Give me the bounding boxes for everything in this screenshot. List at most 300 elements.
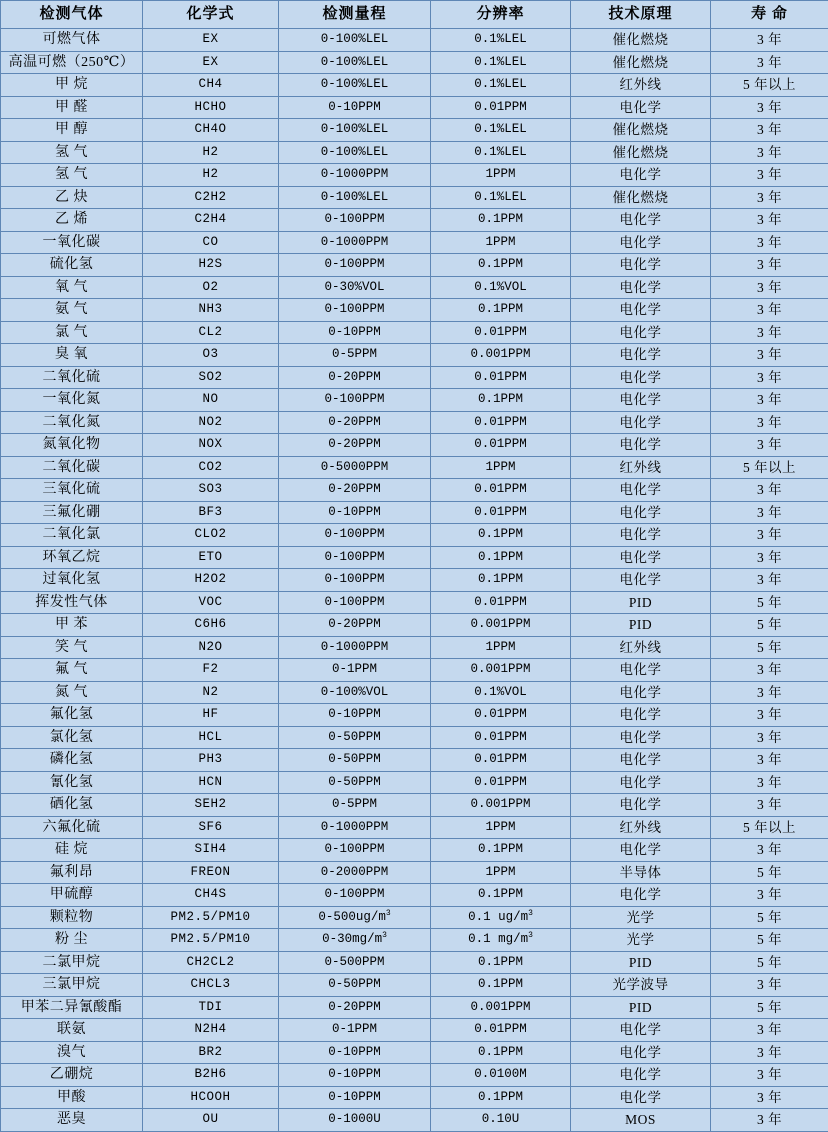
cell-gas: 环氧乙烷 [1, 546, 143, 569]
cell-technology: 电化学 [571, 254, 711, 277]
cell-range: 0-100PPM [279, 254, 431, 277]
table-row [1, 749, 828, 772]
cell-lifetime: 5 年 [711, 951, 828, 974]
table-header-row [1, 1, 828, 29]
cell-lifetime: 3 年 [711, 366, 828, 389]
cell-range: 0-100PPM [279, 546, 431, 569]
cell-range: 0-100PPM [279, 569, 431, 592]
cell-range: 0-100PPM [279, 299, 431, 322]
cell-technology: 催化燃烧 [571, 29, 711, 52]
cell-lifetime: 3 年 [711, 681, 828, 704]
cell-technology: PID [571, 996, 711, 1019]
cell-gas: 甲 醛 [1, 96, 143, 119]
table-row [1, 546, 828, 569]
cell-resolution: 1PPM [431, 861, 571, 884]
table-row [1, 704, 828, 727]
cell-formula: N2 [143, 681, 279, 704]
cell-formula: NOX [143, 434, 279, 457]
cell-lifetime: 3 年 [711, 479, 828, 502]
cell-range: 0-500PPM [279, 951, 431, 974]
cell-technology: 光学 [571, 906, 711, 929]
cell-resolution: 0.01PPM [431, 726, 571, 749]
cell-technology: 电化学 [571, 209, 711, 232]
cell-gas: 二氧化碳 [1, 456, 143, 479]
cell-lifetime: 3 年 [711, 164, 828, 187]
cell-formula: TDI [143, 996, 279, 1019]
cell-technology: 电化学 [571, 1019, 711, 1042]
cell-technology: 电化学 [571, 344, 711, 367]
cell-technology: 半导体 [571, 861, 711, 884]
cell-gas: 甲酸 [1, 1086, 143, 1109]
cell-technology: 电化学 [571, 276, 711, 299]
cell-formula: ETO [143, 546, 279, 569]
cell-lifetime: 3 年 [711, 501, 828, 524]
cell-formula: OU [143, 1109, 279, 1132]
cell-range: 0-50PPM [279, 974, 431, 997]
cell-resolution: 0.1 $mg/m^3$ [431, 929, 571, 952]
table-row [1, 1019, 828, 1042]
table-row [1, 794, 828, 817]
cell-lifetime: 3 年 [711, 794, 828, 817]
cell-range: 0-20PPM [279, 996, 431, 1019]
cell-formula: SO3 [143, 479, 279, 502]
cell-resolution: 1PPM [431, 231, 571, 254]
cell-formula: SO2 [143, 366, 279, 389]
cell-formula: PH3 [143, 749, 279, 772]
table-row [1, 141, 828, 164]
cell-technology: 电化学 [571, 839, 711, 862]
cell-formula: H2 [143, 141, 279, 164]
cell-range: 0-2000PPM [279, 861, 431, 884]
cell-lifetime: 3 年 [711, 1064, 828, 1087]
cell-gas: 磷化氢 [1, 749, 143, 772]
cell-formula: N2H4 [143, 1019, 279, 1042]
cell-gas: 甲苯二异氰酸酯 [1, 996, 143, 1019]
cell-range: 0-20PPM [279, 434, 431, 457]
cell-lifetime: 3 年 [711, 119, 828, 142]
cell-resolution: 1PPM [431, 164, 571, 187]
cell-lifetime: 3 年 [711, 546, 828, 569]
cell-gas: 甲 苯 [1, 614, 143, 637]
cell-technology: 电化学 [571, 659, 711, 682]
cell-gas: 溴气 [1, 1041, 143, 1064]
cell-resolution: 0.1%LEL [431, 119, 571, 142]
cell-gas: 甲 烷 [1, 74, 143, 97]
cell-range: 0-100PPM [279, 209, 431, 232]
cell-gas: 高温可燃（250℃） [1, 51, 143, 74]
cell-resolution: 0.01PPM [431, 591, 571, 614]
cell-formula: HCN [143, 771, 279, 794]
table-row [1, 1041, 828, 1064]
cell-range: 0-100PPM [279, 389, 431, 412]
cell-range: 0-50PPM [279, 771, 431, 794]
table-row [1, 681, 828, 704]
cell-resolution: 0.1%VOL [431, 681, 571, 704]
cell-range: 0-1000U [279, 1109, 431, 1132]
cell-range: 0-10PPM [279, 501, 431, 524]
cell-technology: 电化学 [571, 546, 711, 569]
cell-gas: 颗粒物 [1, 906, 143, 929]
cell-technology: 电化学 [571, 231, 711, 254]
cell-lifetime: 3 年 [711, 1041, 828, 1064]
cell-technology: 红外线 [571, 816, 711, 839]
table-row [1, 839, 828, 862]
table-row [1, 411, 828, 434]
cell-technology: 红外线 [571, 636, 711, 659]
cell-gas: 氟 气 [1, 659, 143, 682]
cell-resolution: 0.001PPM [431, 614, 571, 637]
cell-technology: 红外线 [571, 456, 711, 479]
cell-gas: 乙 烯 [1, 209, 143, 232]
cell-lifetime: 3 年 [711, 231, 828, 254]
cell-resolution: 0.1PPM [431, 389, 571, 412]
cell-gas: 氯化氢 [1, 726, 143, 749]
table-row [1, 951, 828, 974]
cell-technology: 电化学 [571, 164, 711, 187]
cell-gas: 硫化氢 [1, 254, 143, 277]
cell-formula: NO [143, 389, 279, 412]
table-row [1, 254, 828, 277]
cell-formula: CH2CL2 [143, 951, 279, 974]
cell-range: 0-1000PPM [279, 636, 431, 659]
cell-formula: F2 [143, 659, 279, 682]
cell-lifetime: 3 年 [711, 389, 828, 412]
table-row [1, 501, 828, 524]
cell-lifetime: 5 年 [711, 861, 828, 884]
cell-range: 0-100%LEL [279, 186, 431, 209]
cell-formula: FREON [143, 861, 279, 884]
table-row [1, 96, 828, 119]
cell-formula: BF3 [143, 501, 279, 524]
table-row [1, 366, 828, 389]
cell-formula: PM2.5/PM10 [143, 929, 279, 952]
table-row [1, 996, 828, 1019]
cell-technology: 电化学 [571, 366, 711, 389]
cell-range: 0-20PPM [279, 614, 431, 637]
cell-formula: CH4O [143, 119, 279, 142]
cell-gas: 氧 气 [1, 276, 143, 299]
cell-lifetime: 5 年 [711, 636, 828, 659]
cell-formula: CO2 [143, 456, 279, 479]
table-row [1, 51, 828, 74]
table-row [1, 659, 828, 682]
cell-lifetime: 3 年 [711, 771, 828, 794]
cell-resolution: 0.01PPM [431, 434, 571, 457]
cell-resolution: 1PPM [431, 636, 571, 659]
cell-range: 0-100PPM [279, 839, 431, 862]
cell-range: 0-100%LEL [279, 51, 431, 74]
cell-lifetime: 3 年 [711, 141, 828, 164]
cell-lifetime: 5 年 [711, 614, 828, 637]
cell-resolution: 0.1PPM [431, 884, 571, 907]
table-row [1, 344, 828, 367]
cell-range: 0-10PPM [279, 1064, 431, 1087]
cell-gas: 三氯甲烷 [1, 974, 143, 997]
cell-gas: 氢 气 [1, 141, 143, 164]
cell-gas: 臭 氧 [1, 344, 143, 367]
cell-technology: 电化学 [571, 299, 711, 322]
cell-formula: SEH2 [143, 794, 279, 817]
cell-resolution: 0.001PPM [431, 659, 571, 682]
table-row [1, 231, 828, 254]
cell-resolution: 0.10U [431, 1109, 571, 1132]
cell-formula: H2S [143, 254, 279, 277]
cell-resolution: 0.1%LEL [431, 29, 571, 52]
cell-formula: CH4S [143, 884, 279, 907]
cell-range: 0-5000PPM [279, 456, 431, 479]
cell-technology: 电化学 [571, 569, 711, 592]
cell-range: 0-10PPM [279, 1041, 431, 1064]
cell-technology: 电化学 [571, 771, 711, 794]
cell-gas: 二氧化硫 [1, 366, 143, 389]
cell-technology: 电化学 [571, 681, 711, 704]
cell-gas: 三氟化硼 [1, 501, 143, 524]
cell-lifetime: 3 年 [711, 1086, 828, 1109]
cell-range: 0-10PPM [279, 96, 431, 119]
cell-resolution: 1PPM [431, 456, 571, 479]
cell-resolution: 0.1PPM [431, 524, 571, 547]
cell-resolution: 1PPM [431, 816, 571, 839]
cell-lifetime: 3 年 [711, 209, 828, 232]
cell-lifetime: 3 年 [711, 254, 828, 277]
cell-lifetime: 3 年 [711, 299, 828, 322]
cell-resolution: 0.001PPM [431, 996, 571, 1019]
cell-resolution: 0.01PPM [431, 1019, 571, 1042]
cell-formula: BR2 [143, 1041, 279, 1064]
cell-range: 0-5PPM [279, 794, 431, 817]
cell-lifetime: 3 年 [711, 974, 828, 997]
cell-range: 0-100%LEL [279, 74, 431, 97]
cell-range: 0-100%LEL [279, 119, 431, 142]
cell-resolution: 0.1PPM [431, 546, 571, 569]
cell-resolution: 0.1 $ug/m^3$ [431, 906, 571, 929]
cell-range: $0-30mg/m^3$ [279, 929, 431, 952]
table-row [1, 434, 828, 457]
cell-technology: 电化学 [571, 96, 711, 119]
cell-gas: 氟化氢 [1, 704, 143, 727]
cell-range: 0-5PPM [279, 344, 431, 367]
table-row [1, 186, 828, 209]
cell-gas: 氮氧化物 [1, 434, 143, 457]
cell-resolution: 0.001PPM [431, 794, 571, 817]
cell-formula: SIH4 [143, 839, 279, 862]
cell-technology: 光学 [571, 929, 711, 952]
cell-lifetime: 3 年 [711, 434, 828, 457]
table-row [1, 1109, 828, 1132]
cell-formula: NO2 [143, 411, 279, 434]
cell-gas: 硅 烷 [1, 839, 143, 862]
cell-lifetime: 3 年 [711, 1019, 828, 1042]
cell-gas: 恶臭 [1, 1109, 143, 1132]
cell-technology: 光学波导 [571, 974, 711, 997]
table-row [1, 569, 828, 592]
cell-range: 0-1000PPM [279, 164, 431, 187]
cell-range: 0-100%LEL [279, 29, 431, 52]
cell-gas: 氯 气 [1, 321, 143, 344]
cell-formula: HF [143, 704, 279, 727]
cell-technology: 电化学 [571, 704, 711, 727]
cell-formula: N2O [143, 636, 279, 659]
cell-lifetime: 3 年 [711, 51, 828, 74]
cell-range: 0-1PPM [279, 659, 431, 682]
column-header-resolution: 分辨率 [431, 1, 571, 29]
cell-lifetime: 3 年 [711, 839, 828, 862]
cell-resolution: 0.0100M [431, 1064, 571, 1087]
cell-gas: 可燃气体 [1, 29, 143, 52]
cell-technology: 催化燃烧 [571, 141, 711, 164]
cell-technology: 电化学 [571, 479, 711, 502]
cell-gas: 二氧化氮 [1, 411, 143, 434]
cell-range: 0-100PPM [279, 524, 431, 547]
table-row [1, 389, 828, 412]
table-row [1, 74, 828, 97]
cell-technology: PID [571, 591, 711, 614]
cell-lifetime: 3 年 [711, 524, 828, 547]
cell-technology: 催化燃烧 [571, 186, 711, 209]
cell-formula: C6H6 [143, 614, 279, 637]
cell-lifetime: 3 年 [711, 29, 828, 52]
table-row [1, 974, 828, 997]
cell-technology: 电化学 [571, 726, 711, 749]
cell-formula: B2H6 [143, 1064, 279, 1087]
cell-resolution: 0.1%LEL [431, 186, 571, 209]
cell-resolution: 0.01PPM [431, 501, 571, 524]
cell-formula: H2O2 [143, 569, 279, 592]
cell-lifetime: 5 年以上 [711, 816, 828, 839]
cell-lifetime: 5 年以上 [711, 74, 828, 97]
cell-resolution: 0.01PPM [431, 749, 571, 772]
cell-resolution: 0.001PPM [431, 344, 571, 367]
cell-lifetime: 3 年 [711, 321, 828, 344]
table-row [1, 929, 828, 952]
cell-technology: 电化学 [571, 434, 711, 457]
cell-formula: CLO2 [143, 524, 279, 547]
column-header-gas: 检测气体 [1, 1, 143, 29]
column-header-range: 检测量程 [279, 1, 431, 29]
cell-formula: HCOOH [143, 1086, 279, 1109]
cell-range: 0-30%VOL [279, 276, 431, 299]
cell-resolution: 0.1PPM [431, 951, 571, 974]
cell-resolution: 0.01PPM [431, 771, 571, 794]
column-header-formula: 化学式 [143, 1, 279, 29]
cell-range: 0-100PPM [279, 884, 431, 907]
table-row [1, 479, 828, 502]
table-row [1, 906, 828, 929]
cell-range: 0-50PPM [279, 749, 431, 772]
cell-range: 0-100%LEL [279, 141, 431, 164]
cell-gas: 六氟化硫 [1, 816, 143, 839]
cell-gas: 氨 气 [1, 299, 143, 322]
cell-range: 0-100%VOL [279, 681, 431, 704]
cell-technology: 催化燃烧 [571, 119, 711, 142]
cell-technology: 电化学 [571, 321, 711, 344]
cell-range: 0-1000PPM [279, 816, 431, 839]
cell-lifetime: 3 年 [711, 749, 828, 772]
cell-gas: 粉 尘 [1, 929, 143, 952]
cell-resolution: 0.01PPM [431, 704, 571, 727]
cell-resolution: 0.1PPM [431, 254, 571, 277]
cell-formula: CHCL3 [143, 974, 279, 997]
cell-lifetime: 5 年 [711, 591, 828, 614]
cell-formula: H2 [143, 164, 279, 187]
cell-range: 0-20PPM [279, 411, 431, 434]
cell-range: 0-100PPM [279, 591, 431, 614]
cell-technology: 电化学 [571, 524, 711, 547]
cell-formula: PM2.5/PM10 [143, 906, 279, 929]
cell-gas: 乙 炔 [1, 186, 143, 209]
cell-range: 0-10PPM [279, 321, 431, 344]
cell-formula: O2 [143, 276, 279, 299]
cell-resolution: 0.01PPM [431, 479, 571, 502]
cell-lifetime: 3 年 [711, 884, 828, 907]
cell-gas: 联氨 [1, 1019, 143, 1042]
cell-formula: CL2 [143, 321, 279, 344]
cell-range: 0-20PPM [279, 366, 431, 389]
table-row [1, 119, 828, 142]
cell-lifetime: 3 年 [711, 726, 828, 749]
cell-technology: 电化学 [571, 794, 711, 817]
cell-gas: 乙硼烷 [1, 1064, 143, 1087]
cell-lifetime: 3 年 [711, 1109, 828, 1132]
table-row [1, 29, 828, 52]
cell-gas: 氢 气 [1, 164, 143, 187]
cell-resolution: 0.1%LEL [431, 51, 571, 74]
column-header-lifetime: 寿 命 [711, 1, 828, 29]
cell-resolution: 0.1PPM [431, 299, 571, 322]
column-header-technology: 技术原理 [571, 1, 711, 29]
cell-lifetime: 5 年 [711, 906, 828, 929]
cell-technology: 催化燃烧 [571, 51, 711, 74]
cell-resolution: 0.1PPM [431, 839, 571, 862]
table-row [1, 276, 828, 299]
cell-gas: 三氧化硫 [1, 479, 143, 502]
cell-formula: C2H4 [143, 209, 279, 232]
cell-formula: HCL [143, 726, 279, 749]
cell-technology: 电化学 [571, 389, 711, 412]
cell-lifetime: 3 年 [711, 96, 828, 119]
cell-resolution: 0.1PPM [431, 974, 571, 997]
cell-lifetime: 3 年 [711, 659, 828, 682]
cell-gas: 挥发性气体 [1, 591, 143, 614]
cell-resolution: 0.1PPM [431, 209, 571, 232]
cell-formula: NH3 [143, 299, 279, 322]
cell-range: 0-50PPM [279, 726, 431, 749]
cell-gas: 氰化氢 [1, 771, 143, 794]
cell-lifetime: 5 年 [711, 996, 828, 1019]
table-row [1, 591, 828, 614]
cell-technology: 电化学 [571, 1064, 711, 1087]
cell-technology: 电化学 [571, 749, 711, 772]
cell-technology: 电化学 [571, 501, 711, 524]
cell-formula: EX [143, 51, 279, 74]
cell-resolution: 0.01PPM [431, 411, 571, 434]
cell-lifetime: 5 年以上 [711, 456, 828, 479]
cell-range: 0-20PPM [279, 479, 431, 502]
cell-gas: 氟利昂 [1, 861, 143, 884]
cell-gas: 二氧化氯 [1, 524, 143, 547]
cell-lifetime: 5 年 [711, 929, 828, 952]
table-row [1, 816, 828, 839]
cell-lifetime: 3 年 [711, 186, 828, 209]
cell-technology: PID [571, 614, 711, 637]
cell-lifetime: 3 年 [711, 411, 828, 434]
table-row [1, 456, 828, 479]
table-row [1, 1064, 828, 1087]
cell-formula: SF6 [143, 816, 279, 839]
cell-technology: 电化学 [571, 884, 711, 907]
cell-lifetime: 3 年 [711, 276, 828, 299]
cell-formula: VOC [143, 591, 279, 614]
